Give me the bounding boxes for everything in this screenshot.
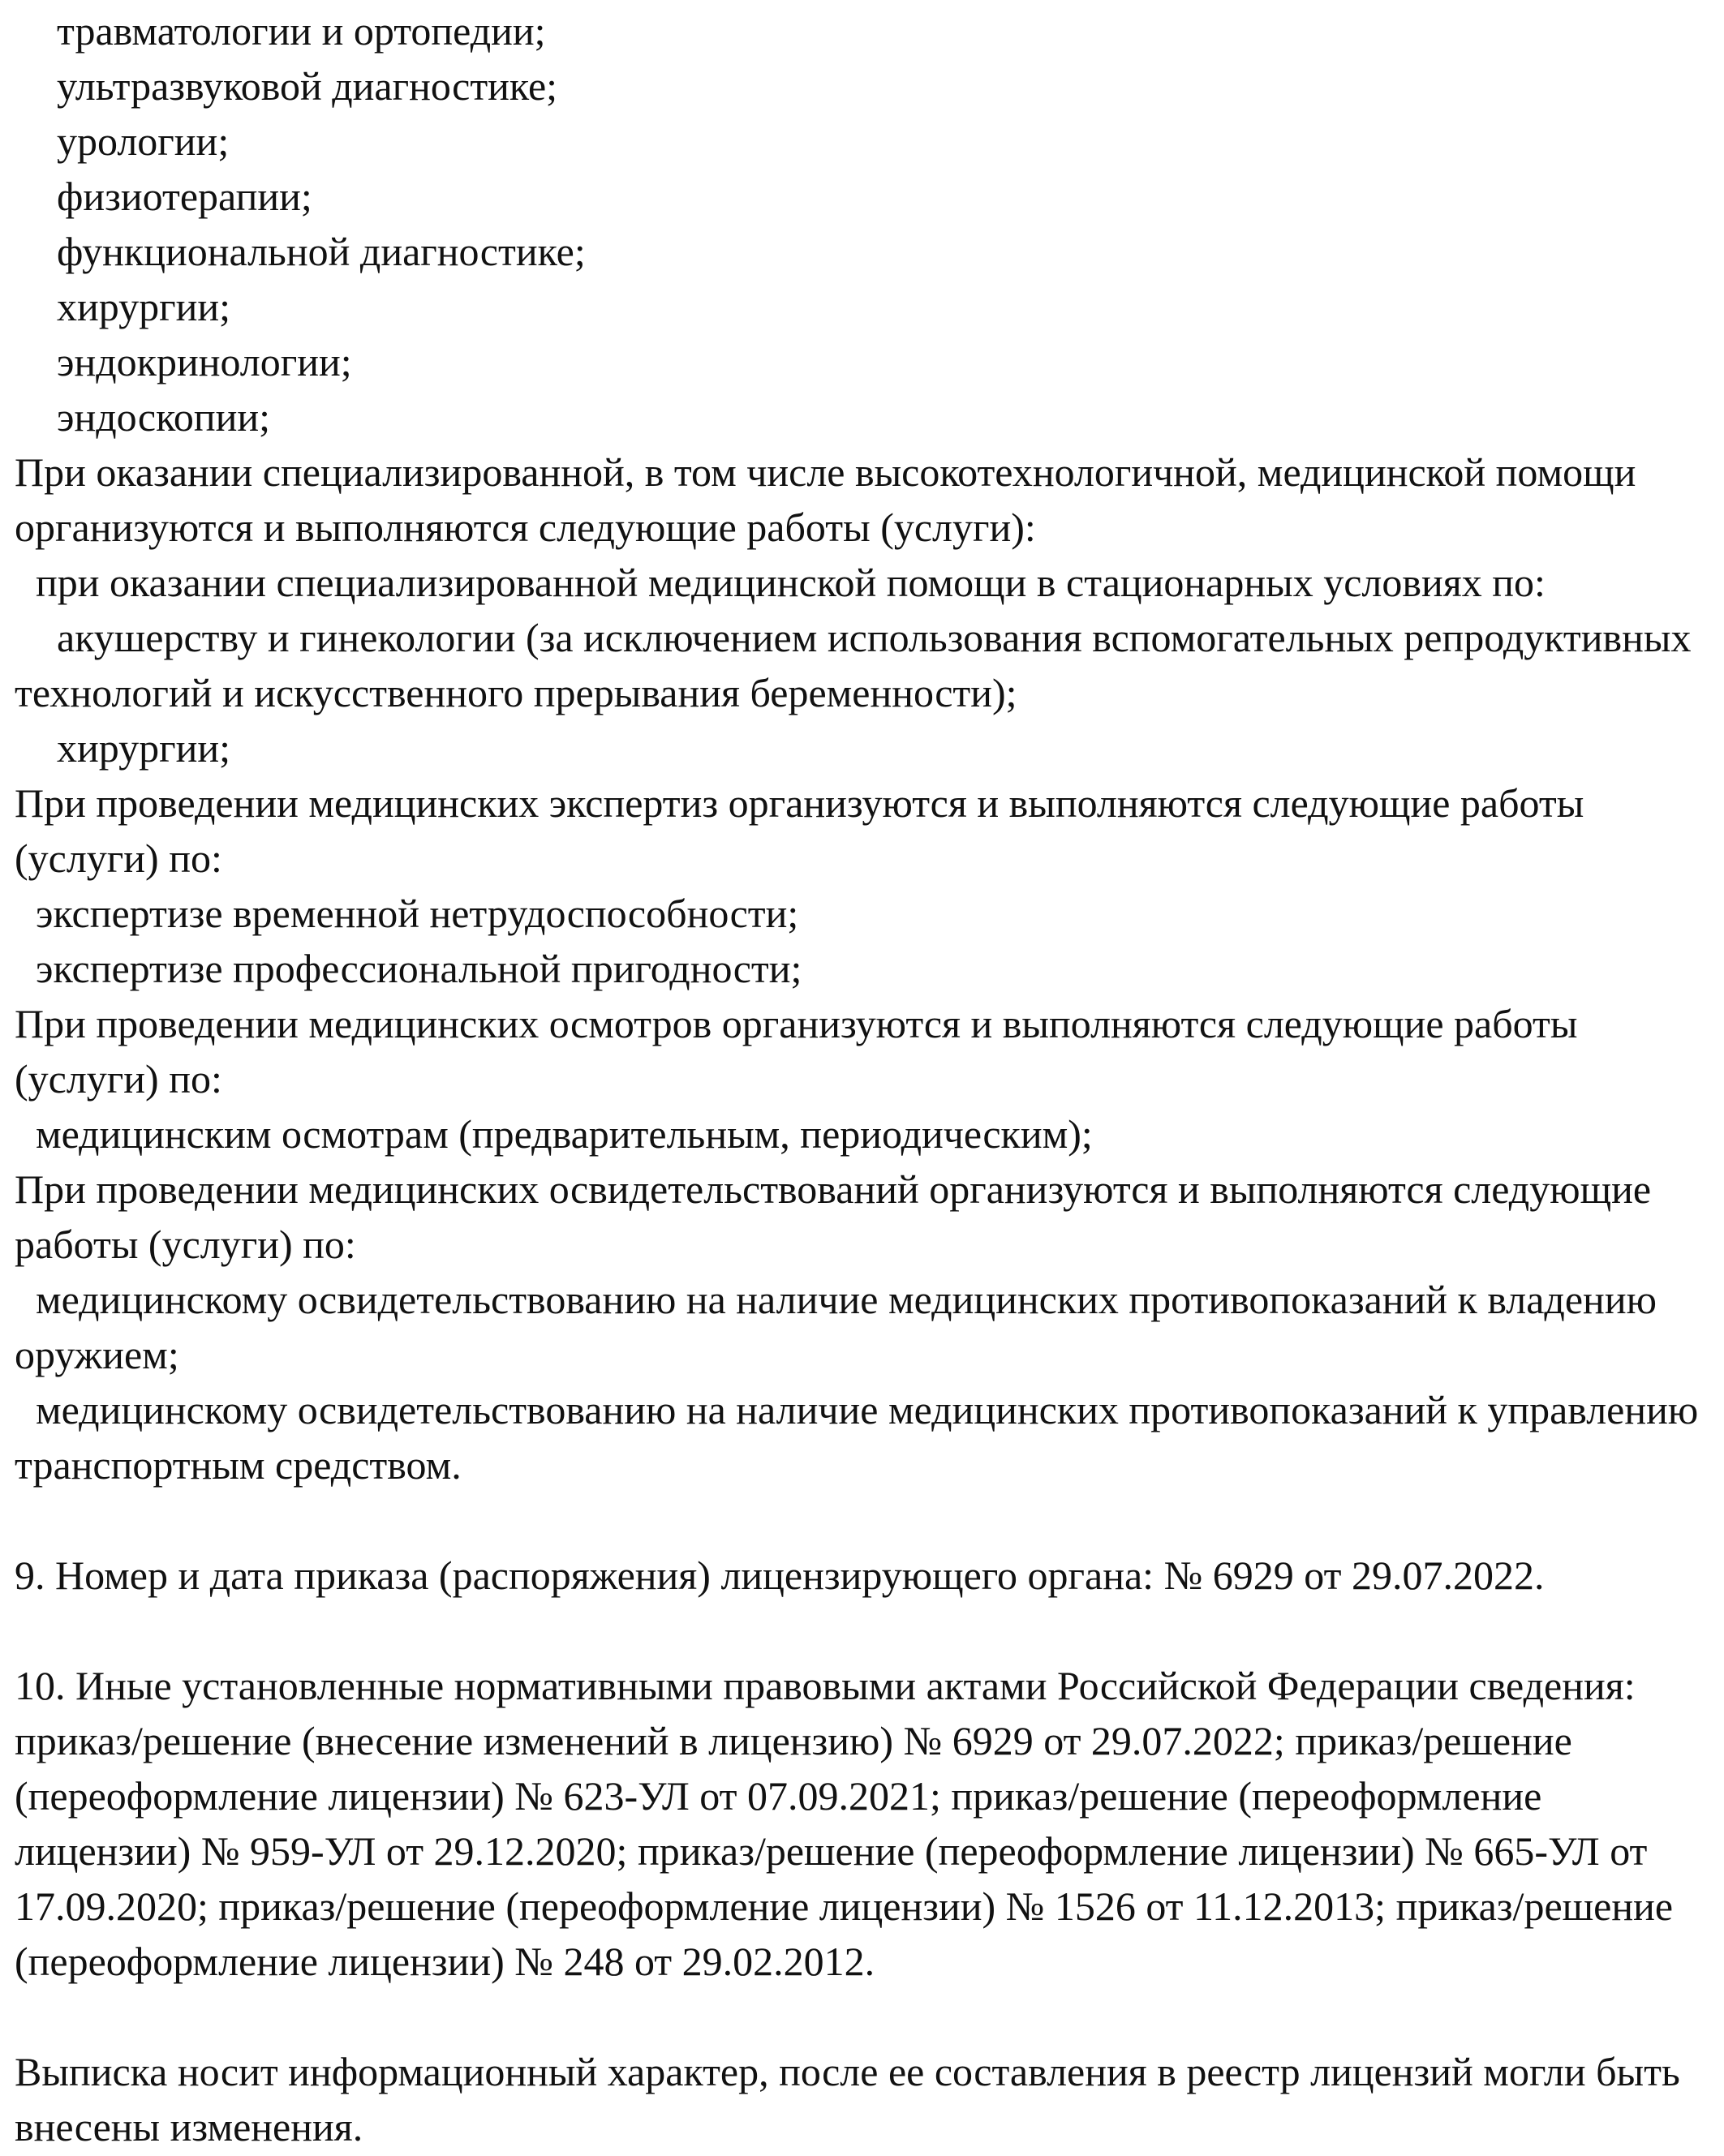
list-item: медицинскому освидетельствованию на наличие медицинских противопоказаний к владению [36, 1277, 1657, 1322]
document-page [15, 3, 1710, 2154]
list-item: хирургии; [57, 284, 231, 329]
certification-intro-line: При проведении медицинских освидетельствований организуются и выполняются следующие [15, 1166, 1652, 1212]
expertise-intro-line: При проведении медицинских экспертиз организуются и выполняются следующие работы [15, 780, 1584, 826]
specialized-subheading: при оказании специализированной медицинской помощи в стационарных условиях по: [36, 560, 1546, 605]
list-item: травматологии и ортопедии; [57, 8, 546, 54]
certification-section [15, 1162, 1710, 1492]
section-9-order-info: 9. Номер и дата приказа (распоряжения) лицензирующего органа: № 6929 от 29.07.2022. [15, 1553, 1545, 1598]
section-10-line: лицензии) № 959-УЛ от 29.12.2020; приказ/решение (переоформление лицензии) № 665-УЛ от [15, 1828, 1648, 1874]
paragraph-gap [15, 1603, 1710, 1658]
examinations-intro-line: При проведении медицинских осмотров организуются и выполняются следующие работы [15, 1001, 1578, 1046]
list-item: эндоскопии; [57, 394, 271, 440]
disclaimer-line: Выписка носит информационный характер, после ее составления в реестр лицензий могли быть [15, 2049, 1680, 2094]
list-item: экспертизе профессиональной пригодности; [36, 946, 802, 991]
list-item: урологии; [57, 118, 230, 164]
specialized-intro-line: организуются и выполняются следующие работы (услуги): [15, 505, 1036, 550]
specialized-intro-line: При оказании специализированной, в том числе высокотехнологичной, медицинской помощи [15, 449, 1636, 495]
paragraph-gap [15, 1989, 1710, 2044]
disclaimer-line: внесены изменения. [15, 2104, 363, 2150]
expertise-section [15, 775, 1710, 996]
section-10-line: (переоформление лицензии) № 623-УЛ от 07.09.2021; приказ/решение (переоформление [15, 1773, 1542, 1819]
list-item: экспертизе временной нетрудоспособности; [36, 891, 799, 936]
specialized-care-section [15, 445, 1710, 775]
section-10-line: приказ/решение (внесение изменений в лицензию) № 6929 от 29.07.2022; приказ/решение [15, 1718, 1572, 1763]
list-item: функциональной диагностике; [57, 229, 586, 274]
expertise-intro-line: (услуги) по: [15, 835, 222, 881]
list-item: акушерству и гинекологии (за исключением использования вспомогательных репродуктивных [57, 615, 1692, 660]
list-item: медицинским осмотрам (предварительным, периодическим); [36, 1111, 1093, 1157]
list-item-continuation: транспортным средством. [15, 1442, 462, 1488]
section-10-line: (переоформление лицензии) № 248 от 29.02.2012. [15, 1939, 875, 1984]
list-item: ультразвуковой диагностике; [57, 63, 558, 109]
list-item: медицинскому освидетельствованию на наличие медицинских противопоказаний к управлению [36, 1387, 1699, 1432]
list-item: эндокринологии; [57, 339, 352, 384]
list-item: хирургии; [57, 725, 231, 771]
list-item-continuation: технологий и искусственного прерывания беременности); [15, 670, 1017, 715]
section-10-other-info [15, 1658, 1710, 1989]
section-10-line: 17.09.2020; приказ/решение (переоформление лицензии) № 1526 от 11.12.2013; приказ/решение [15, 1883, 1674, 1929]
paragraph-gap [15, 1492, 1710, 1548]
examinations-section [15, 996, 1710, 1162]
examinations-intro-line: (услуги) по: [15, 1056, 222, 1102]
disclaimer [15, 2044, 1710, 2154]
list-item: физиотерапии; [57, 174, 312, 219]
certification-intro-line: работы (услуги) по: [15, 1222, 356, 1267]
list-item-continuation: оружием; [15, 1332, 179, 1377]
section-10-line: 10. Иные установленные нормативными правовыми актами Российской Федерации сведения: [15, 1663, 1636, 1708]
